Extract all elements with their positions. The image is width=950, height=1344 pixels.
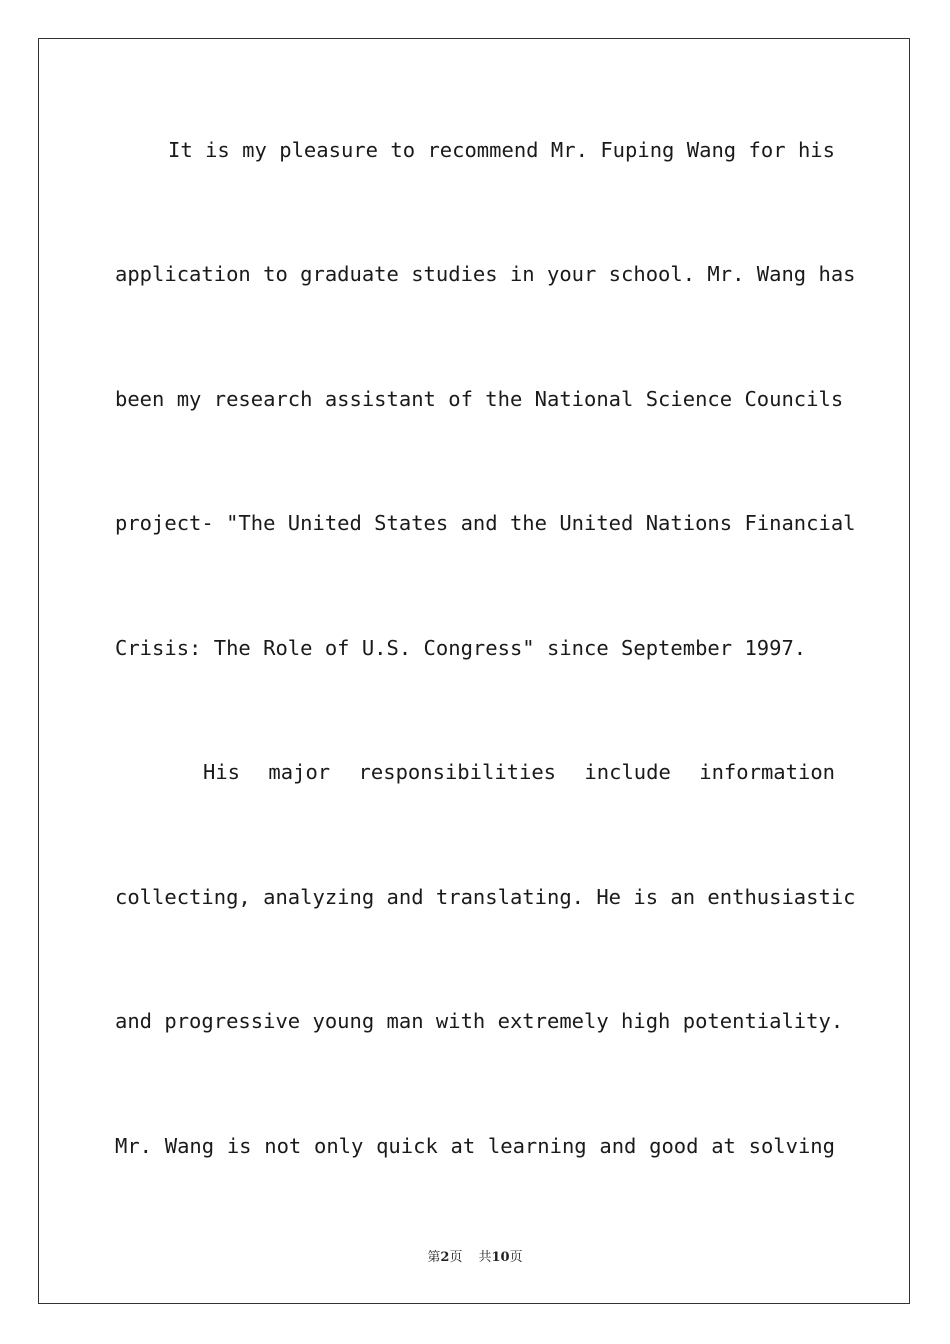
page-suffix: 页 [449,1250,463,1265]
paragraph-1-line-2: application to graduate studies in your school. Mr. Wang has [115,262,856,286]
page-prefix: 第 [427,1250,441,1265]
page-frame [38,38,910,1304]
page-number: 2 [440,1250,450,1265]
total-prefix: 共 [478,1250,492,1265]
page-footer [0,1246,950,1265]
paragraph-2-line-1: His major responsibilities include information [203,760,835,784]
paragraph-1-line-4: project- "The United States and the United Nations Financial [115,511,856,535]
paragraph-2-line-3: and progressive young man with extremely high potentiality. [115,1009,844,1033]
total-pages: 10 [491,1250,510,1265]
paragraph-2-line-2: collecting, analyzing and translating. He is an enthusiastic [115,885,856,909]
paragraph-1-line-1: It is my pleasure to recommend Mr. Fuping Wang for his [168,138,835,162]
paragraph-1-line-5: Crisis: The Role of U.S. Congress" since September 1997. [115,636,807,660]
paragraph-2-line-4: Mr. Wang is not only quick at learning and good at solving [115,1134,835,1158]
paragraph-1-line-3: been my research assistant of the National Science Councils [115,387,844,411]
total-suffix: 页 [509,1250,523,1265]
